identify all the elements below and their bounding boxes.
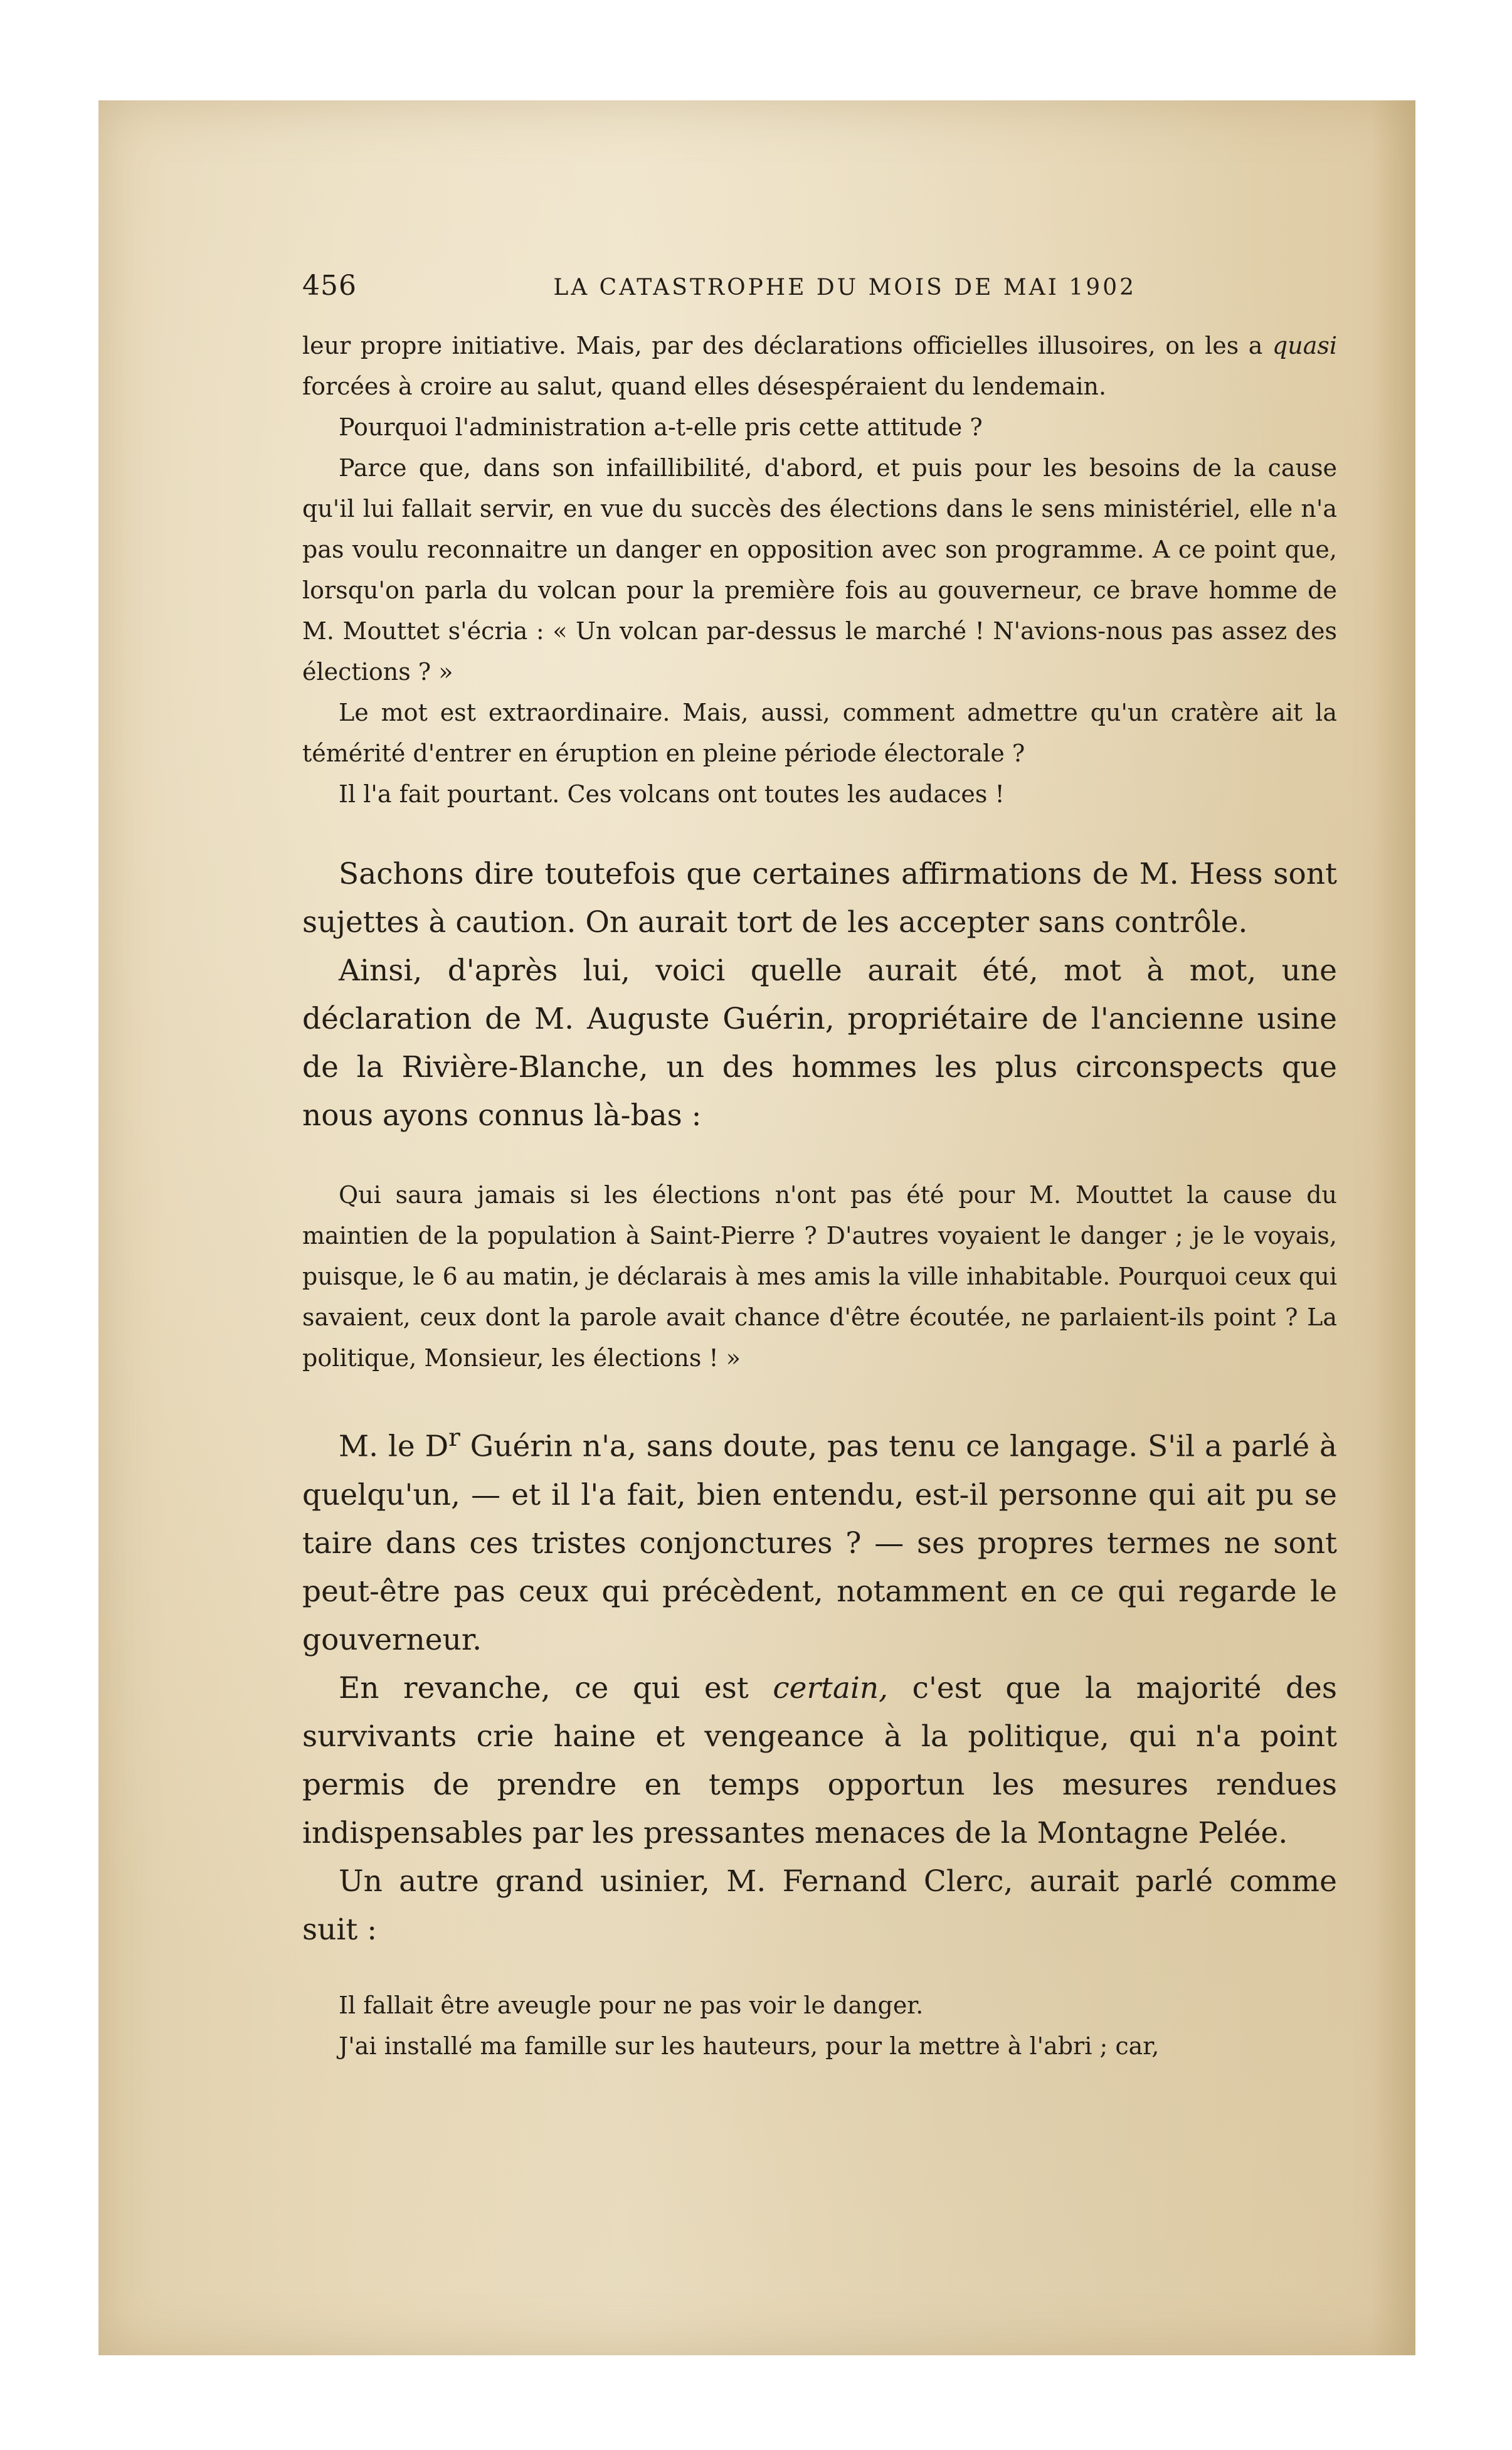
quote-1-paragraph-2: Pourquoi l'administration a-t-elle pris cette attitude ?: [339, 413, 983, 441]
quote-1-paragraph-4: Le mot est extraordinaire. Mais, aussi, comment admettre qu'un cratère ait la témérité d'entrer en éruption en pleine période électorale ?: [302, 699, 1337, 767]
body-2-p2-text-a: En revanche, ce qui est: [339, 1670, 773, 1705]
body-2-paragraph-2: [302, 1664, 1337, 1857]
quote-1-paragraph-5: Il l'a fait pourtant. Ces volcans ont toutes les audaces !: [339, 780, 1005, 808]
body-2-paragraph-1: [302, 1414, 1337, 1664]
running-title: LA CATASTROPHE DU MOIS DE MAI 1902: [553, 275, 1136, 300]
quote-1-paragraph-1: [302, 326, 1337, 407]
page-number: 456: [302, 270, 357, 302]
quoted-passage-2: [302, 1175, 1337, 1379]
body-1-paragraph-1: Sachons dire toutefois que certaines affirmations de M. Hess sont sujettes à caution. On aurait tort de les accepter sans contrôle.: [302, 857, 1337, 940]
quote-1-p1-text-a: leur propre initiative. Mais, par des déclarations officielles illusoires, on les a: [302, 332, 1272, 359]
body-2-p2-emphasis: certain,: [773, 1670, 889, 1705]
quote-3-paragraph-1: Il fallait être aveugle pour ne pas voir le danger.: [339, 1991, 924, 2019]
body-2-p1-superscript: r: [448, 1424, 460, 1452]
body-section-1: [302, 850, 1337, 1140]
quote-1-p1-text-b: forcées à croire au salut, quand elles désespéraient du lendemain.: [302, 373, 1107, 400]
quote-1-paragraph-3: Parce que, dans son infaillibilité, d'abord, et puis pour les besoins de la cause qu'il lui fallait servir, en vue du succès des élections dans le sens ministériel, elle n'a pas voulu reconnaitre un danger en opposition avec son programme. A ce point que, lorsqu'on parla du volcan pour la première fois au gouverneur, ce brave homme de M. Mouttet s'écria : « Un volcan par-dessus le marché ! N'avions-nous pas assez des élections ? »: [302, 454, 1337, 686]
body-1-paragraph-2: Ainsi, d'après lui, voici quelle aurait été, mot à mot, une déclaration de M. Auguste Guérin, propriétaire de l'ancienne usine de la Rivière-Blanche, un des hommes les plus circonspects que nous ayons connus là-bas :: [302, 953, 1337, 1133]
body-2-p1-text-a: M. le D: [339, 1429, 449, 1464]
quoted-passage-3: [302, 1985, 1337, 2067]
quoted-passage-1: [302, 326, 1337, 815]
quote-1-p1-emphasis: quasi: [1272, 332, 1337, 359]
body-section-2: [302, 1414, 1337, 1954]
body-2-paragraph-3: Un autre grand usinier, M. Fernand Clerc, aurait parlé comme suit :: [302, 1864, 1337, 1947]
text-block: [302, 270, 1337, 2067]
page-edge-shadow: [1372, 100, 1415, 2355]
quote-2-paragraph-1: Qui saura jamais si les élections n'ont pas été pour M. Mouttet la cause du maintien de la population à Saint-Pierre ? D'autres voyaient le danger ; je le voyais, puisque, le 6 au matin, je déclarais à mes amis la ville inhabitable. Pourquoi ceux qui savaient, ceux dont la parole avait chance d'être écoutée, ne parlaient-ils point ? La politique, Monsieur, les élections ! »: [302, 1181, 1337, 1372]
body-2-p1-text-b: Guérin n'a, sans doute, pas tenu ce langage. S'il a parlé à quelqu'un, — et il l'a fait, bien entendu, est-il personne qui ait pu se taire dans ces tristes conjonctures ? — ses propres termes ne sont peut-être pas ceux qui précèdent, notamment en ce qui regarde le gouverneur.: [302, 1429, 1337, 1657]
body-2-p2-text-b: c'est que la majorité des survivants crie haine et vengeance à la politique, qui n'a point permis de prendre en temps opportun les mesures rendues indispensables par les pressantes menaces de la Montagne Pelée.: [302, 1670, 1337, 1850]
running-head: [302, 270, 1136, 302]
quote-3-paragraph-2: J'ai installé ma famille sur les hauteurs, pour la mettre à l'abri ; car,: [339, 2032, 1160, 2060]
